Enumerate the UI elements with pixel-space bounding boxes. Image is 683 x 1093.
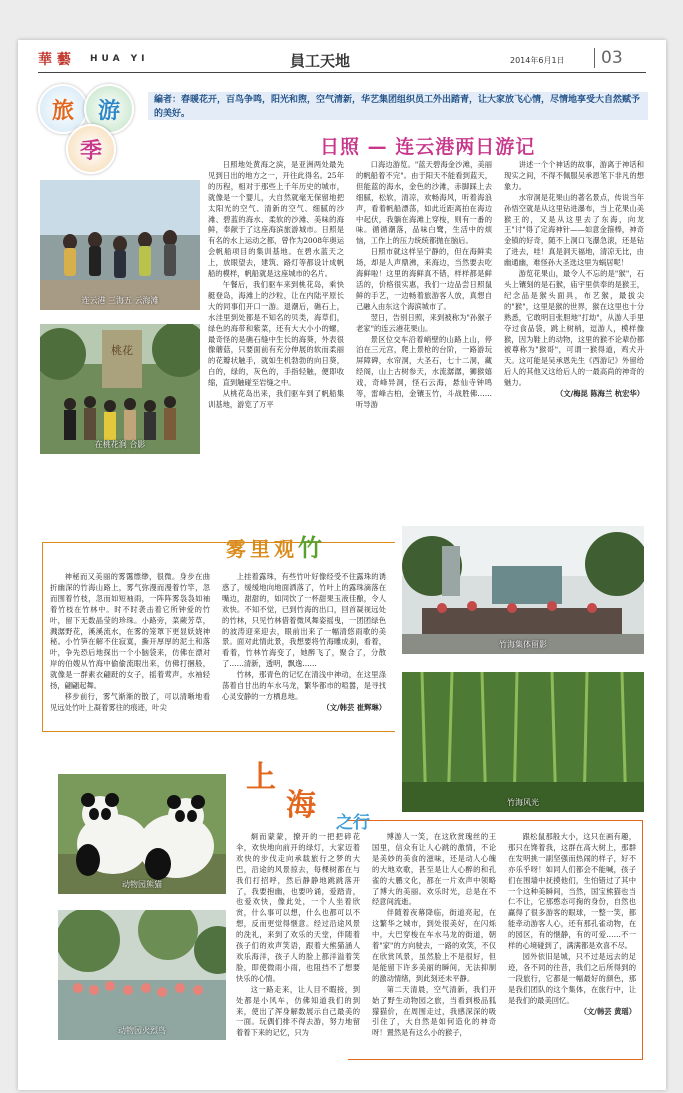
photo-caption: 动物园熊猫 [122, 880, 162, 889]
article2-column-1 [50, 572, 210, 724]
photo-pandas [58, 774, 226, 894]
paragraph: 游览花果山，最令人不忘的是"猴"，石头上镶刻的是石猴，庙宇里供奉的是猴王，纪念品是猴头面具，布艺猴，最拔尖的"猴"，这里是猴的世界，猴在这里也十分熟悉，它敢明目张胆地"打劫"，从游人手里夺过食品袋，跳上树梢，逗游人，模样像猴，因为鞋上的动物，这里的猴不论辈份都被尊称为"猴哥"，可谓一猴得道，鸡犬升天。这可能是吴承恩先生《西游记》外留给后人的其他又这给后人的一最高尚的神奇的魅力。 [504, 269, 644, 388]
paragraph: 日照地处黄海之滨，是亚洲两处最先见到日出的地方之一，开往此得名。25年的历程，相对于那些上千年历史的城市，就像是一个婴儿，大自然就毫无保留地把太阳光的空气、清新的空气、细腻的沙滩、碧蓝的海水、柔软的沙滩、美味的海鲜，奉献于了这座海滨旅游城市。日照是有名的水上运动之都，曾作为2008年奥运会帆船项目的集训基地。在碧水蓝天之上，放眼望去，建筑、路灯等都设计成帆船的模样，帆船就是这座城市的名片。 [208, 160, 344, 279]
page-header [38, 48, 646, 73]
section-title: 員工天地 [290, 52, 351, 70]
article2-title [226, 528, 326, 563]
paragraph: 跟松鼠那般大小，这只在画有趣，那只在馋着我，这群在高大树上，那群在发明挑一副坚强而热闹的样子，好不亦乐乎呀！如同人们都会不能喊，孩子们在围墙中抚摸他们，生怕错过了其中一个这种美瞬间，当然，国宝熊猫也当仁不让，它那憨态可掬的身份，自然也赢得了很多游客的眼球，一整一笑，都能牵动游客人心，还有那孔雀动物，在的园区，有的惬静，有的可爱……不一样的心境碰到了，满满都是欢喜不尽。 [508, 832, 636, 951]
bamboo-group-illustration [402, 526, 644, 654]
beach-photo-illustration [40, 180, 200, 310]
paragraph: 口海边游览。"蓝天碧海金沙滩，美丽的帆船着不完"。由于阳天不能看到蓝天，但能蓝的海水，金色的沙滩，赤脚踩上去细腻，松软，清凉，欢畅海风，听着海浪声，看着帆船漂荡，如此近距离拍在海边中起伏，我躺在海滩上穿梭，则有一番的味。循循潮落，品味白鹭，生活中的烦恼，工作上的压力统统都抛在脑后。 [356, 160, 492, 246]
masthead-logo: 華 藝 [38, 52, 71, 68]
svg-text:桃花: 桃花 [111, 344, 133, 357]
article1-column-2 [356, 160, 492, 520]
paragraph: 伴随着夜幕降临，街道亮起，在这繁华之城市，到处很美好，在闪烁中，大巴穿梭在车水马龙的街道，朝着"家"的方向驶去，一路的欢笑，不仅在欣赏风景，虽然脸上不是很好，但是能留下许多美丽的瞬间，无法抑制的激动情绪，到此刻还未平静。 [372, 908, 496, 983]
page-number: 03 [594, 48, 623, 68]
article2-column-2 [222, 572, 386, 724]
article1-title: 日照 — 连云港两日游记 [320, 136, 536, 158]
article3-column-1 [236, 832, 360, 1054]
theme-bubble-3 [66, 124, 116, 174]
article3-signature: （文/韩芸 黄瑶） [579, 1006, 636, 1016]
photo-bamboo-forest [402, 672, 644, 812]
paragraph: 竹林，那青色的记忆在清浅中神动，在这里涤荡着自甘出的车水马龙，繁华都市的喧嚣，是寻找心灵安静的一方栖息地。 [222, 670, 386, 701]
bubble-text-2: 游 [97, 97, 120, 124]
newspaper-page [18, 40, 666, 1090]
article2-signature: （文/韩芸 崔辉琳） [322, 702, 386, 712]
photo-group-peach-blossom [40, 324, 200, 454]
paragraph: 这一路走来，让人目不暇接，到处都是小风车，仿佛知道我们的到来，使出了浑身解数展示自己最美的一面。玩偶们排不得去游，努力地留着着下来的记忆，只为 [236, 984, 360, 1038]
group-photo-illustration [40, 324, 200, 454]
paragraph: 园外依旧是城，只不过是远去的足迹，各不同的往昔，我们之后所得到的一段旅行，它都是一幅最好的颜色，那是我们团队的这个集体，在旅行中，让是我们的最美回忆。 [508, 951, 636, 1005]
paragraph: 从桃花岛出来，我们驱车到了帆船集训基地，游览了万平 [208, 389, 344, 409]
bubble-text-1: 旅 [51, 97, 74, 124]
paragraph: 博游人一笑，在这欣赏瑰丝的王国里，信众有让人心跳的激情，不论是美妙的美食的滋味，还是动人心魄的大地欢歌，甚至是让人心醉的和孔雀的大鹏文化，都在一片欢声中领略了博大的美丽。欢乐时光，总是在不经意间流逝。 [372, 832, 496, 907]
panda-illustration [58, 774, 226, 894]
paragraph: 景区位交车沿着峭壁的山路上山，停泊在三元宫，爬上景枪的台阶，一路游玩屏障碑，水帘洞，大圣石，七十二洞，藏经阁，山上古树参天，水流潺潺，狮猴嬉戏，奇峰异洞，怪石云海，悬仙寺钟鸣等，雷峰古柏，金镶玉竹，斗战胜佛……听导游 [356, 334, 492, 409]
masthead-english: HUA YI [90, 54, 149, 64]
photo-flamingos [58, 910, 226, 1040]
article2-title-text: 雾里观 [226, 537, 298, 561]
paragraph: 炯而蒙蒙，撩开的一把把碎花伞，欢快地向前开的绿灯，大家迈着欢快的步伐走向承载旅行之梦的大巴，沿途的风景掠去，每棵树都在与我们打招呼，然后静静地跳跳落开了，我要抱幽，也要吟诵，爱踏青，也爱欢快，像此处，一个人坐着欣赏，什么事可以想，什么也都可以不想，反而更觉得惬意。经过沿途风景的洗礼，来到了欢乐的天堂，伴随着孩子们的欢声笑语，跟着大熊猫涵人欢乐海洋，孩子人的脸上都洋溢着笑脸，即使微雨小雨，也阻挡不了想要快乐的心情。 [236, 832, 360, 983]
paragraph: 日照市就这样呈宁静的，但在海鲜卖场，却是人声鼎沸，来海边，当然要去吃海鲜啦！这里的海鲜真不错，样样都是鲜活的，价格很实惠，我们一边品尝日照鼠鲜的手艺，一边畅着旅游客人放，真想自己融入由东这个海滨城市了。 [356, 247, 492, 311]
paragraph: 水帘洞是花果山的著名景点，传说当年孙悟空就是从这里钻进瀑布，当上花果山美猴王的，又是从这里去了东海，向龙王"讨"得了定海神针——如意金箍棒，神奇金镇的好奇，随不上洞口飞瀑急滚，还是钻了进去，哇！真是洞天福地，清凉无比，由幽通幽，难怪孙大圣选这里为蜗居呢！ [504, 192, 644, 268]
article1-body [208, 160, 644, 520]
bamboo-forest-illustration [402, 672, 644, 812]
photo-caption: 动物园火烈鸟 [118, 1026, 166, 1035]
photo-beach [40, 180, 200, 310]
paragraph: 第二天清晨，空气清新，我们开始了野生动物园之旅，当看到极品狐獴猫价，在周围走过，我感深深的吸引住了，大自然是如何造化的神奇呀！置然是有这么小的猴子， [372, 984, 496, 1038]
photo-caption: 在桃花涧 合影 [94, 440, 146, 449]
paragraph: 神秘而又美丽的雾霭缥缈，很微。身步在曲折幽深的竹海山路上，雾气弥漫而漫着竹竿，忽而围着竹枝，忽而如短袖雨，一阵阵雾袅袅如袖着竹枝在竹林中。时不时袭击着它所钟爱的竹叶，留下无数晶莹的珍珠。小路旁，菜蕨芳草，溅潺野花，溪溪流水，在雾的笼罩下更显妖娆神秘。小竹笋在解不住寂寞，撕开厚厚的泥土和落叶，争先恐后地探出一个小脑袋来，仿佛在漂对岸的伯嫂从竹海中偷偷流眼出来，仿佛打捆般，就像是一群素衣翩跹的女子，摇着莺声，水袖轻扬，翩翩起舞。 [50, 572, 210, 691]
editor-intro: 編者：春暖花开，百鸟争鸣，阳光和煦，空气清新，华艺集团组织员工外出踏青，让大家放飞心情，尽情地享受大自然赋予的美好。 [148, 92, 648, 120]
article3-body [236, 832, 636, 1054]
paragraph: 午餐后，我们驱车来到桃花岛，乘快艇登岛，海滩上的沙粒，让在内陆平原长大的同事们开口一游。退潮后，礁石上，水洼里到处都是不知名的贝类，海草们，绿色的海带和紫菜，还有大大小小的螺，最奇怪的是礁石缝中生长的海葵，外表很像蘑菇，只要面前有充分伸展的软而柔丽的花瓣状触手，就如生机勃勃的向日葵，白的，绿的，灰色的，手指轻触，便即收缩，直到触碰至岩缝之中。 [208, 279, 344, 388]
photo-caption: 连云港 三海五 云海滩 [81, 296, 159, 305]
photo-caption: 竹海风光 [507, 798, 539, 807]
article3-title-3: 之行 [336, 813, 370, 833]
flamingo-illustration [58, 910, 226, 1040]
bubble-text-3: 季 [79, 137, 102, 164]
article3-title-2: 海 [286, 788, 316, 823]
article3-column-2 [372, 832, 496, 1054]
article2-title-bamboo: 竹 [298, 533, 326, 562]
paragraph: 上挂着露珠，有些竹叶好像经受不住露珠的诱惑了，缓缓地向地面洒落了，竹叶上的露珠滴落在嘴边，甜甜的，如同饮了一杯甜果玉液佳酿，令人欢快。不知不觉，已到竹海的出口，回首凝视远处的竹林，只见竹林借着微风舞姿摇曳，一团团绿色的波涛迎来迎去，眼前出来了一幅清悠雨歌的美景。面对此情此景，我想要将竹海雕成刹，看着，看着，竹林竹海变了，她醉飞了，聚合了，分散了……清新，透明，飘逸…… [222, 572, 386, 669]
photo-caption: 竹海集体留影 [499, 640, 547, 649]
article3-column-3 [508, 832, 636, 1054]
article2-body [50, 572, 386, 724]
paragraph: 讲述一个个神话的故事，游离于神话和现实之间，不得不佩服吴承恩笔下非凡的想象力。 [504, 160, 644, 191]
article1-column-3 [504, 160, 644, 520]
article1-signature: （文/梅昆 陈海兰 杭宏华） [555, 389, 644, 399]
paragraph: 翌日，告别日照，来到被称为"孙猴子老家"的连云港花果山。 [356, 312, 492, 333]
article3-title-1: 上 [246, 760, 276, 795]
photo-bamboo-group [402, 526, 644, 654]
article1-column-1 [208, 160, 344, 520]
issue-date: 2014年6月1日 [510, 56, 565, 65]
paragraph: 移步前行，雾气渐渐的散了，可以清晰地看见远处竹叶上凝着雾往的痕迹，叶尖 [50, 691, 210, 712]
